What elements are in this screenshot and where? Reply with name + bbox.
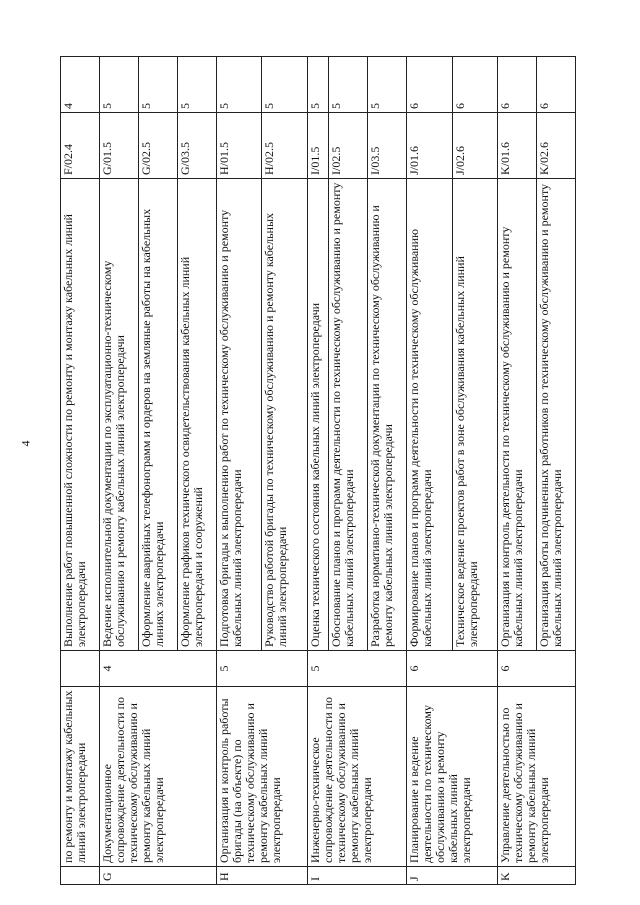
labor-function-code-cell: G/03.5: [177, 113, 216, 179]
sublevel-cell: 4: [61, 57, 100, 113]
sublevel-cell: 6: [406, 57, 452, 113]
sublevel-cell: 6: [498, 57, 537, 113]
rotated-table-container: [60, 57, 576, 885]
qualification-level-cell: 5: [307, 651, 406, 687]
sublevel-cell: 5: [99, 57, 138, 113]
group-code-cell: J: [406, 867, 497, 885]
labor-function-name-cell: Разработка нормативно-технической документации по техническому обслуживанию и ремонту кабельных линий электропередачи: [368, 179, 407, 651]
labor-function-name-cell: Оформление графиков технического освидетельствования кабельных линий электропередачи и сооружений: [177, 179, 216, 651]
labor-function-name-cell: Техническое ведение проектов работ в зоне обслуживания кабельных линий электропередачи: [452, 179, 498, 651]
labor-function-code-cell: K/01.6: [498, 113, 537, 179]
sublevel-cell: 6: [537, 57, 576, 113]
table-row: [498, 57, 537, 885]
labor-function-name-cell: Организация работы подчиненных работников по техническому обслуживанию и ремонту кабельных линий электропередачи: [537, 179, 576, 651]
labor-function-code-cell: H/02.5: [262, 113, 308, 179]
table-row: [61, 57, 100, 885]
generalized-function-cell: Управление деятельностью по техническому обслуживанию и ремонту кабельных линий электропередачи: [498, 687, 576, 867]
labor-function-code-cell: I/02.5: [329, 113, 368, 179]
labor-function-name-cell: Организация и контроль деятельности по техническому обслуживанию и ремонту кабельных линий электропередачи: [498, 179, 537, 651]
labor-function-code-cell: K/02.6: [537, 113, 576, 179]
sublevel-cell: 5: [307, 57, 328, 113]
labor-function-name-cell: Формирование планов и программ деятельности по техническому обслуживанию кабельных линий электропередачи: [406, 179, 452, 651]
labor-function-code-cell: F/02.4: [61, 113, 100, 179]
generalized-function-cell: Документационное сопровождение деятельности по техническому обслуживанию и ремонту кабельных линий электропередачи: [99, 687, 216, 867]
generalized-function-cell: Инженерно-техническое сопровождение деятельности по техническому обслуживанию и ремонту кабельных линий электропередачи: [307, 687, 406, 867]
functions-table: [60, 56, 576, 885]
labor-function-code-cell: H/01.5: [216, 113, 262, 179]
qualification-level-cell: 6: [406, 651, 497, 687]
labor-function-code-cell: J/01.6: [406, 113, 452, 179]
sublevel-cell: 5: [368, 57, 407, 113]
table-row: [216, 57, 262, 885]
table-row: [307, 57, 328, 885]
qualification-level-cell: 5: [216, 651, 307, 687]
qualification-level-cell: 6: [498, 651, 576, 687]
labor-function-code-cell: I/03.5: [368, 113, 407, 179]
labor-function-name-cell: Ведение исполнительной документации по эксплуатационно-техническому обслуживанию и ремонту кабельных линий электропередачи: [99, 179, 138, 651]
group-code-cell: I: [307, 867, 406, 885]
labor-function-name-cell: Оценка технического состояния кабельных линий электропередачи: [307, 179, 328, 651]
qualification-level-cell: [61, 651, 100, 687]
labor-function-code-cell: G/02.5: [138, 113, 177, 179]
labor-function-name-cell: Подготовка бригады к выполнению работ по техническому обслуживанию и ремонту кабельных линий электропередачи: [216, 179, 262, 651]
sublevel-cell: 6: [452, 57, 498, 113]
group-code-cell: [61, 867, 100, 885]
sublevel-cell: 5: [329, 57, 368, 113]
group-code-cell: G: [99, 867, 216, 885]
qualification-level-cell: 4: [99, 651, 216, 687]
sublevel-cell: 5: [138, 57, 177, 113]
sublevel-cell: 5: [262, 57, 308, 113]
labor-function-code-cell: J/02.6: [452, 113, 498, 179]
generalized-function-cell: Организация и контроль работы бригады (на объекте) по техническому обслуживанию и ремонту кабельных линий электропередачи: [216, 687, 307, 867]
sublevel-cell: 5: [177, 57, 216, 113]
labor-function-name-cell: Оформление аварийных телефонограмм и ордеров на земляные работы на кабельных линиях электропередачи: [138, 179, 177, 651]
group-code-cell: H: [216, 867, 307, 885]
page-number: 4: [18, 440, 33, 447]
labor-function-name-cell: Обоснование планов и программ деятельности по техническому обслуживанию и ремонту кабельных линий электропередачи: [329, 179, 368, 651]
labor-function-code-cell: G/01.5: [99, 113, 138, 179]
generalized-function-cell: Планирование и ведение деятельности по техническому обслуживанию и ремонту кабельных линий электропередачи: [406, 687, 497, 867]
labor-function-name-cell: Руководство работой бригады по техническому обслуживанию и ремонту кабельных линий электропередачи: [262, 179, 308, 651]
generalized-function-cell: по ремонту и монтажу кабельных линий электропередачи: [61, 687, 100, 867]
group-code-cell: K: [498, 867, 576, 885]
table-row: [99, 57, 138, 885]
sublevel-cell: 5: [216, 57, 262, 113]
table-row: [406, 57, 452, 885]
labor-function-code-cell: I/01.5: [307, 113, 328, 179]
labor-function-name-cell: Выполнение работ повышенной сложности по ремонту и монтажу кабельных линий электропередачи: [61, 179, 100, 651]
